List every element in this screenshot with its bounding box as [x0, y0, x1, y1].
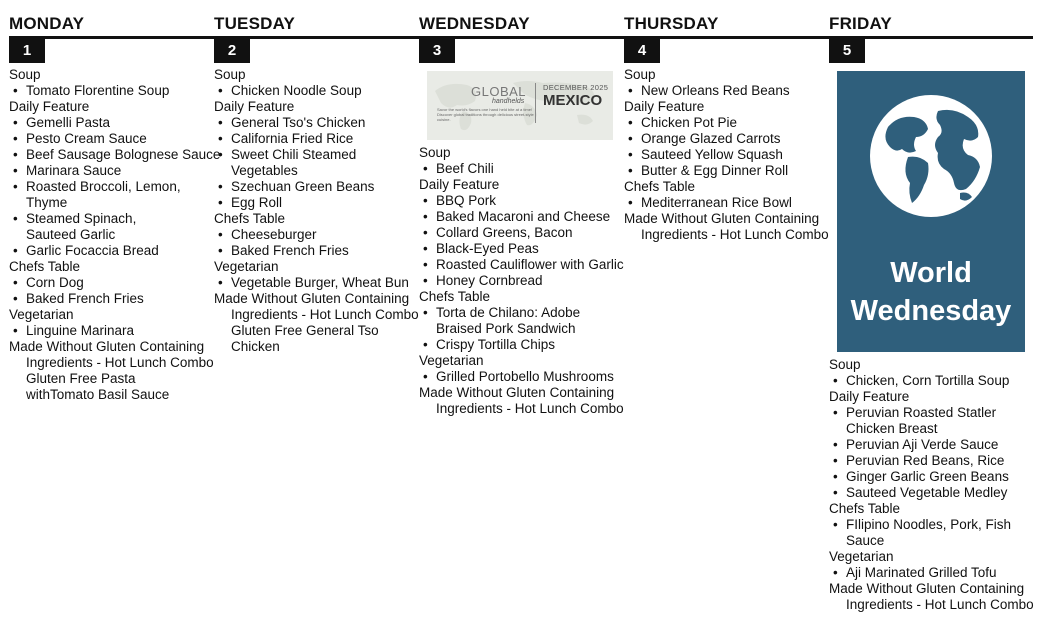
poster-title-line2: Wednesday	[850, 295, 1012, 327]
menu-list	[829, 357, 1034, 613]
gluten-free-item: Gluten Free Pasta withTomato Basil Sauce	[26, 371, 170, 402]
menu-item: • Collard Greens, Bacon	[419, 225, 624, 241]
menu-item: • BBQ Pork	[419, 193, 624, 209]
menu-item: • Aji Marinated Grilled Tofu	[829, 565, 1034, 581]
section-title: Daily Feature	[829, 389, 910, 404]
day-heading: THURSDAY	[624, 14, 719, 33]
section-title: Soup	[214, 67, 246, 82]
date-badge: 5	[829, 39, 865, 63]
date-badge: 4	[624, 39, 660, 63]
menu-item: • FIlipino Noodles, Pork, Fish Sauce	[829, 517, 1026, 549]
menu-item: • Baked Macaroni and Cheese	[419, 209, 624, 225]
menu-item: • Szechuan Green Beans	[214, 179, 419, 195]
section-title: Chefs Table	[419, 289, 491, 304]
section-title: Daily Feature	[9, 99, 90, 114]
menu-item: • Honey Cornbread	[419, 273, 624, 289]
section-title: Chefs Table	[9, 259, 81, 274]
menu-item: • Grilled Portobello Mushrooms	[419, 369, 624, 385]
section-title: Daily Feature	[624, 99, 705, 114]
day-heading: WEDNESDAY	[419, 14, 530, 33]
section-title: Soup	[829, 357, 861, 372]
poster-title-line1: World	[890, 257, 972, 289]
menu-item: • Ginger Garlic Green Beans	[829, 469, 1034, 485]
gluten-free-title: Made Without Gluten Containing Ingredients - Hot Lunch Combo	[9, 339, 214, 370]
menu-item: • Roasted Cauliflower with Garlic	[419, 257, 624, 273]
menu-item: • New Orleans Red Beans	[624, 83, 829, 99]
gluten-free-title: Made Without Gluten Containing Ingredients - Hot Lunch Combo	[419, 385, 624, 416]
menu-list	[624, 67, 829, 243]
menu-item: • Butter & Egg Dinner Roll	[624, 163, 829, 179]
menu-item: • Chicken, Corn Tortilla Soup	[829, 373, 1034, 389]
menu-item: • Chicken Pot Pie	[624, 115, 829, 131]
menu-item: • Sweet Chili Steamed Vegetables	[214, 147, 371, 179]
banner-subtitle: handhelds	[492, 98, 525, 105]
section-title: Vegetarian	[419, 353, 484, 368]
menu-item: • Beef Chili	[419, 161, 624, 177]
menu-item: • Marinara Sauce	[9, 163, 214, 179]
date-badge: 2	[214, 39, 250, 63]
day-heading: TUESDAY	[214, 14, 296, 33]
menu-list	[419, 145, 624, 417]
banner-divider	[535, 83, 536, 123]
menu-item: • Corn Dog	[9, 275, 214, 291]
day-heading: MONDAY	[9, 14, 85, 33]
section-title: Soup	[624, 67, 656, 82]
date-badge: 3	[419, 39, 455, 63]
menu-item: • Orange Glazed Carrots	[624, 131, 829, 147]
world-wednesday-poster	[837, 71, 1025, 352]
section-title: Vegetarian	[9, 307, 74, 322]
date-badge: 1	[9, 39, 45, 63]
menu-item: • California Fried Rice	[214, 131, 419, 147]
menu-item: • Linguine Marinara	[9, 323, 214, 339]
menu-item: • Chicken Noodle Soup	[214, 83, 419, 99]
menu-item: • Steamed Spinach, Sauteed Garlic	[9, 211, 186, 243]
menu-item: • Peruvian Aji Verde Sauce	[829, 437, 1034, 453]
gluten-free-item: Gluten Free General Tso Chicken	[231, 323, 379, 354]
menu-item: • Baked French Fries	[214, 243, 419, 259]
day-heading: FRIDAY	[829, 14, 892, 33]
menu-item: • Vegetable Burger, Wheat Bun	[214, 275, 419, 291]
section-title: Chefs Table	[214, 211, 286, 226]
menu-item: • Baked French Fries	[9, 291, 214, 307]
menu-item: • General Tso's Chicken	[214, 115, 419, 131]
menu-item: • Roasted Broccoli, Lemon, Thyme	[9, 179, 186, 211]
menu-item: • Crispy Tortilla Chips	[419, 337, 624, 353]
header-rule	[9, 36, 1033, 39]
section-title: Soup	[9, 67, 41, 82]
menu-item: • Sauteed Yellow Squash	[624, 147, 829, 163]
menu-item: • Pesto Cream Sauce	[9, 131, 214, 147]
banner-date: DECEMBER 2025	[543, 83, 609, 92]
gluten-free-title: Made Without Gluten Containing Ingredients - Hot Lunch Combo	[214, 291, 419, 322]
banner-brand: GLOBAL	[471, 84, 527, 99]
menu-item: • Mediterranean Rice Bowl	[624, 195, 829, 211]
menu-item: • Beef Sausage Bolognese Sauce	[9, 147, 214, 163]
menu-item: • Cheeseburger	[214, 227, 419, 243]
section-title: Daily Feature	[214, 99, 295, 114]
banner-country: MEXICO	[543, 92, 603, 109]
menu-item: • Peruvian Red Beans, Rice	[829, 453, 1034, 469]
menu-item: • Peruvian Roasted Statler Chicken Breast	[829, 405, 1011, 437]
globe-icon	[868, 93, 994, 219]
menu-list	[214, 67, 419, 355]
global-handhelds-banner	[427, 71, 613, 140]
section-title: Vegetarian	[829, 549, 894, 564]
section-title: Chefs Table	[624, 179, 696, 194]
section-title: Vegetarian	[214, 259, 279, 274]
menu-item: • Black-Eyed Peas	[419, 241, 624, 257]
menu-item: • Sauteed Vegetable Medley	[829, 485, 1034, 501]
menu-item: • Egg Roll	[214, 195, 419, 211]
menu-item: • Torta de Chilano: Adobe Braised Pork Sandwich	[419, 305, 601, 337]
section-title: Soup	[419, 145, 451, 160]
menu-list	[9, 67, 221, 403]
menu-item: • Gemelli Pasta	[9, 115, 214, 131]
gluten-free-title: Made Without Gluten Containing Ingredients - Hot Lunch Combo	[829, 581, 1034, 612]
menu-item: • Tomato Florentine Soup	[9, 83, 214, 99]
banner-blurb: Savor the world's flavors one hand held bite at a time! Discover global traditions through delicious street-style cuisine.	[437, 107, 534, 122]
section-title: Daily Feature	[419, 177, 500, 192]
gluten-free-title: Made Without Gluten Containing Ingredients - Hot Lunch Combo	[624, 211, 829, 242]
menu-item: • Garlic Focaccia Bread	[9, 243, 214, 259]
section-title: Chefs Table	[829, 501, 901, 516]
